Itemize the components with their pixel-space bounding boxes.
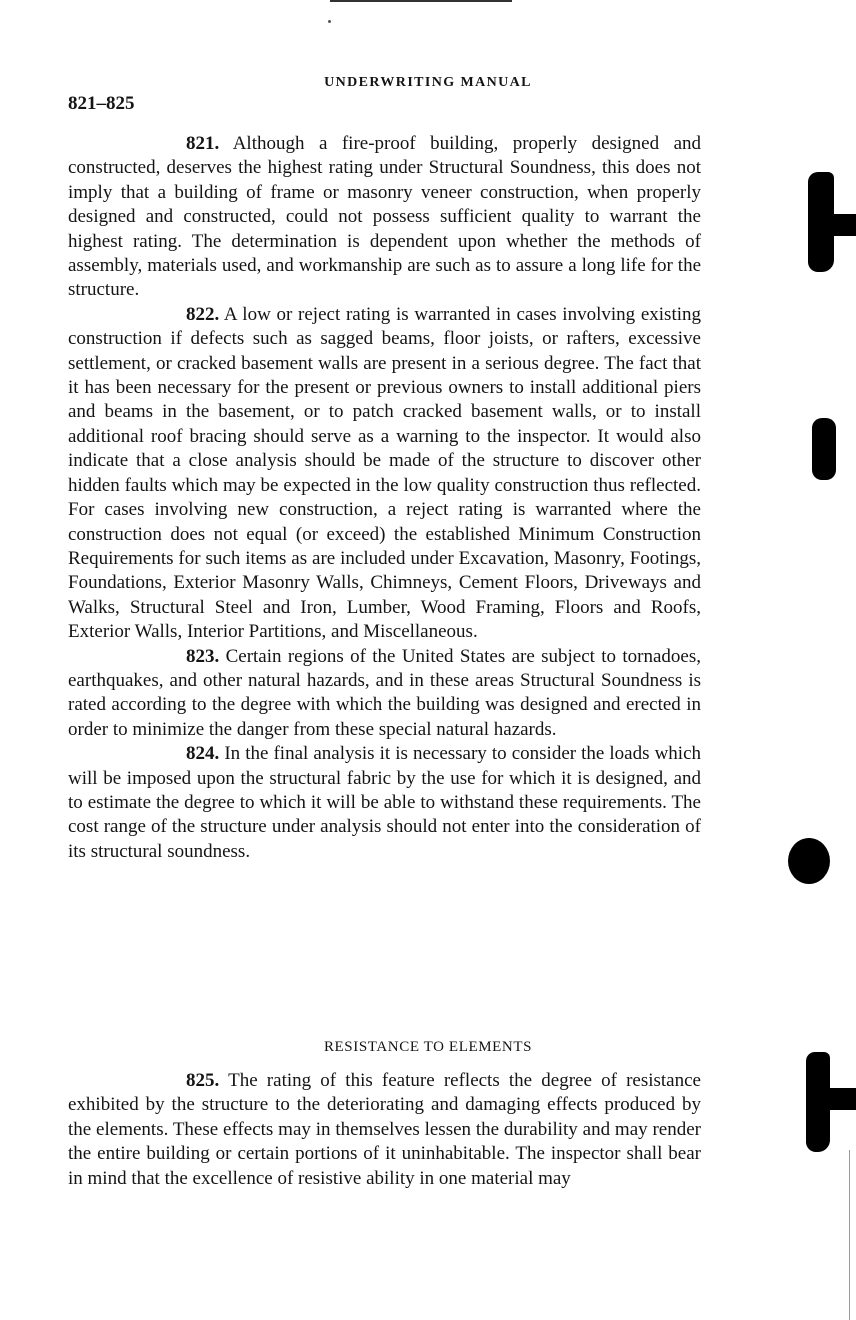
running-head: UNDERWRITING MANUAL [324, 75, 532, 90]
binder-punch-hole [788, 838, 830, 884]
paragraph-text: A low or reject rating is warranted in cases involving existing construction if defects such as sagged beams, floor joists, or rafters, excessive settlement, or cracked basement walls are present in a serious degree. The fact that it has been necessary for the present or previous owners to install additional piers and beams in the basement, or to patch cracked basement walls, or to install additional roof bracing should serve as a warning to the inspector. It would also indicate that a close analysis should be made of the structure to discover other hidden faults which may be expected in the low quality construction thus reflected. For cases involving new construction, a reject rating is warranted where the construction does not equal (or exceed) the established Minimum Construction Requirements for such items as are included under Excavation, Masonry, Footings, Foundations, Exterior Masonry Walls, Chimneys, Cement Floors, Driveways and Walks, Structural Steel and Iron, Lumber, Wood Framing, Floors and Roofs, Exterior Walls, Interior Partitions, and Miscellaneous. [68, 303, 702, 643]
paragraph-number: 822. [186, 303, 220, 325]
paragraph-number: 821. [186, 133, 220, 154]
paragraph-number: 825. [186, 1070, 220, 1091]
paragraph-number: 824. [186, 743, 220, 765]
paragraph-821 [68, 132, 701, 303]
binder-punch-hole [812, 418, 836, 480]
paragraph-825 [68, 1069, 701, 1191]
section-subheading: RESISTANCE TO ELEMENTS [323, 1039, 533, 1055]
binder-punch-tab [830, 214, 856, 236]
page-edge-line [849, 1150, 850, 1320]
section-range: 821–825 [68, 93, 135, 114]
paragraph-number: 823. [186, 645, 220, 667]
paragraph-823 [68, 645, 701, 743]
paragraph-text: In the final analysis it is necessary to consider the loads which will be imposed upon the structural fabric by the use for which it is designed, and to estimate the degree to which it will be able to withstand these requirements. The cost range of the structure under analysis should not enter into the consideration of its structural soundness. [68, 743, 701, 862]
scan-speck [328, 20, 331, 23]
paragraph-text: The rating of this feature reflects the degree of resistance exhibited by the structure to the deteriorating and damaging effects produced by the elements. These effects may in themselves lessen the durability and may render the entire building or certain portions of it uninhabitable. The inspector shall bear in mind that the excellence of resistive ability in one material may [68, 1070, 701, 1189]
paragraph-824 [68, 742, 701, 864]
top-edge-rule [330, 0, 512, 2]
binder-punch-tab [826, 1088, 856, 1110]
body-text-lower [68, 1069, 701, 1191]
paragraph-text: Although a fire-proof building, properly designed and constructed, deserves the highest rating under Structural Soundness, this does not imply that a building of frame or masonry veneer construction, when properly designed and constructed, could not possess sufficient quality to warrant the highest rating. The determination is dependent upon whether the methods of assembly, materials used, and workmanship are such as to assure a long life for the structure. [68, 133, 702, 301]
body-text-upper [68, 132, 701, 864]
paragraph-822 [68, 303, 701, 645]
paragraph-text: Certain regions of the United States are subject to tornadoes, earthquakes, and other natural hazards, and in these areas Structural Soundness is rated according to the degree with which the building was designed and erected in order to minimize the danger from these special natural hazards. [68, 645, 702, 740]
